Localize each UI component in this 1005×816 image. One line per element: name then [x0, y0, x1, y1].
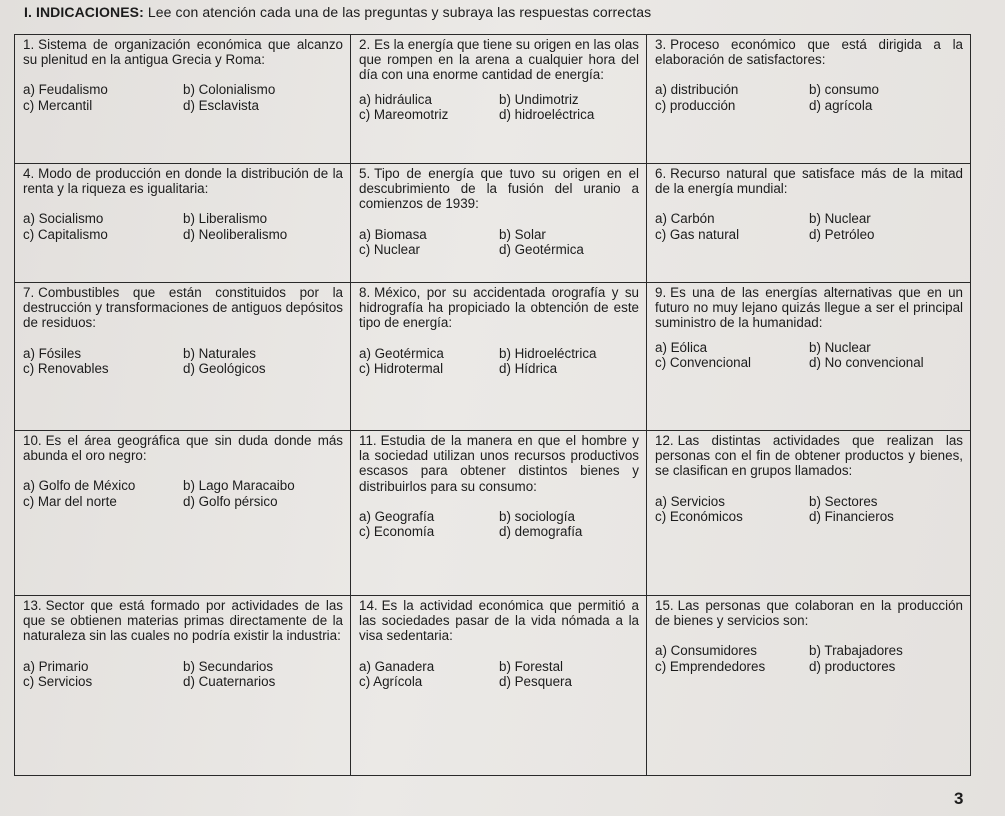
question-11-option-c[interactable]: c) Economía [359, 524, 435, 540]
question-7-option-b[interactable]: b) Naturales [183, 345, 256, 361]
question-6-text: 6. Recurso natural que satisface más de la mitad de la energía mundial: [655, 166, 963, 197]
question-2-option-a[interactable]: a) hidráulica [359, 91, 432, 107]
question-15-option-a[interactable]: a) Consumidores [655, 643, 757, 659]
instructions-label: I. INDICACIONES: [24, 4, 144, 20]
question-4-option-d[interactable]: d) Neoliberalismo [183, 226, 288, 242]
question-7 [15, 283, 351, 431]
question-12-option-d[interactable]: d) Financieros [809, 508, 894, 524]
question-4-text: 4. Modo de producción en donde la distribución de la renta y la riqueza es igualitaria: [23, 166, 343, 197]
question-9-option-b[interactable]: b) Nuclear [809, 339, 871, 355]
question-2 [351, 35, 647, 164]
questions-row-4 [15, 431, 971, 596]
question-8-options [359, 346, 639, 376]
question-4-option-c[interactable]: c) Capitalismo [23, 226, 108, 242]
question-5-option-d[interactable]: d) Geotérmica [499, 241, 584, 257]
question-9-options [655, 340, 963, 370]
questions-table [14, 34, 971, 776]
question-9-option-a[interactable]: a) Eólica [655, 339, 708, 355]
question-10-text: 10. Es el área geográfica que sin duda donde más abunda el oro negro: [23, 433, 343, 464]
question-1-option-b[interactable]: b) Colonialismo [183, 82, 276, 98]
question-13-option-c[interactable]: c) Servicios [23, 673, 93, 689]
question-11-option-b[interactable]: b) sociología [499, 508, 575, 524]
question-5-option-b[interactable]: b) Solar [499, 226, 546, 242]
question-2-option-b[interactable]: b) Undimotriz [499, 91, 579, 107]
question-15 [647, 596, 971, 776]
question-4-options [23, 211, 343, 241]
question-13-options [23, 659, 343, 689]
question-14-text: 14. Es la actividad económica que permitió a las sociedades pasar de la vida nómada a la visa sedentaria: [359, 598, 639, 644]
question-11-text: 11. Estudia de la manera en que el hombre y la sociedad utilizan unos recursos productivos escasos para obtener distintos bienes y distribuirlos para su consumo: [359, 433, 639, 494]
question-2-text: 2. Es la energía que tiene su origen en las olas que rompen en la arena a cualquier hora del día con una enorme cantidad de energía: [359, 37, 639, 83]
question-1 [15, 35, 351, 164]
question-8-option-a[interactable]: a) Geotérmica [359, 345, 444, 361]
instructions [24, 4, 651, 20]
question-5-options [359, 227, 639, 257]
question-7-option-c[interactable]: c) Renovables [23, 360, 109, 376]
questions-row-2 [15, 164, 971, 283]
question-13-option-d[interactable]: d) Cuaternarios [183, 673, 276, 689]
question-10-options [23, 478, 343, 508]
question-10 [15, 431, 351, 596]
question-1-option-a[interactable]: a) Feudalismo [23, 82, 108, 98]
question-6-option-d[interactable]: d) Petróleo [809, 226, 875, 242]
question-11 [351, 431, 647, 596]
question-8-option-b[interactable]: b) Hidroeléctrica [499, 345, 597, 361]
question-3 [647, 35, 971, 164]
question-3-option-b[interactable]: b) consumo [809, 82, 879, 98]
question-3-text: 3. Proceso económico que está dirigida a la elaboración de satisfactores: [655, 37, 963, 68]
question-5-option-a[interactable]: a) Biomasa [359, 226, 427, 242]
question-2-options [359, 92, 639, 122]
question-13 [15, 596, 351, 776]
question-1-option-d[interactable]: d) Esclavista [183, 97, 259, 113]
instructions-text: Lee con atención cada una de las preguntas y subraya las respuestas correctas [143, 4, 652, 20]
question-12-option-b[interactable]: b) Sectores [809, 493, 878, 509]
question-3-option-d[interactable]: d) agrícola [809, 97, 873, 113]
question-5-option-c[interactable]: c) Nuclear [359, 241, 421, 257]
question-4-option-a[interactable]: a) Socialismo [23, 211, 104, 227]
question-3-option-a[interactable]: a) distribución [655, 82, 739, 98]
question-1-option-c[interactable]: c) Mercantil [23, 97, 93, 113]
question-6-option-b[interactable]: b) Nuclear [809, 211, 871, 227]
question-13-text: 13. Sector que está formado por actividades de las que se obtienen materias primas directamente de la naturaleza sin las cuales no podría existir la industria: [23, 598, 343, 644]
question-14-options [359, 659, 639, 689]
question-14-option-c[interactable]: c) Agrícola [359, 673, 423, 689]
questions-row-5 [15, 596, 971, 776]
question-8 [351, 283, 647, 431]
question-7-options [23, 346, 343, 376]
question-8-text: 8. México, por su accidentada orografía y su hidrografía ha propiciado la obtención de este tipo de energía: [359, 285, 639, 331]
question-2-option-c[interactable]: c) Mareomotriz [359, 106, 449, 122]
question-7-option-d[interactable]: d) Geológicos [183, 360, 266, 376]
question-12 [647, 431, 971, 596]
question-4 [15, 164, 351, 283]
question-15-options [655, 643, 963, 673]
question-3-options [655, 82, 963, 112]
question-10-option-c[interactable]: c) Mar del norte [23, 493, 117, 509]
question-10-option-d[interactable]: d) Golfo pérsico [183, 493, 278, 509]
question-15-option-d[interactable]: d) productores [809, 658, 896, 674]
page-number: 3 [954, 789, 964, 808]
question-10-option-a[interactable]: a) Golfo de México [23, 478, 136, 494]
question-6-option-a[interactable]: a) Carbón [655, 211, 715, 227]
question-11-options [359, 509, 639, 539]
question-14-option-b[interactable]: b) Forestal [499, 658, 563, 674]
question-14 [351, 596, 647, 776]
question-3-option-c[interactable]: c) producción [655, 97, 736, 113]
question-15-text: 15. Las personas que colaboran en la producción de bienes y servicios son: [655, 598, 963, 629]
question-9 [647, 283, 971, 431]
question-6 [647, 164, 971, 283]
question-7-option-a[interactable]: a) Fósiles [23, 345, 82, 361]
question-12-text: 12. Las distintas actividades que realizan las personas con el fin de obtener productos y bienes, se clasifican en grupos llamados: [655, 433, 963, 479]
question-5 [351, 164, 647, 283]
question-14-option-a[interactable]: a) Ganadera [359, 658, 435, 674]
question-6-option-c[interactable]: c) Gas natural [655, 226, 740, 242]
question-1-options [23, 82, 343, 112]
question-5-text: 5. Tipo de energía que tuvo su origen en el descubrimiento de la fusión del uranio a comienzos de 1939: [359, 166, 639, 212]
question-9-option-d[interactable]: d) No convencional [809, 354, 924, 370]
question-12-option-a[interactable]: a) Servicios [655, 493, 725, 509]
question-7-text: 7. Combustibles que están constituidos por la destrucción y transformaciones de antiguos depósitos de residuos: [23, 285, 343, 331]
question-8-option-c[interactable]: c) Hidrotermal [359, 360, 444, 376]
question-15-option-b[interactable]: b) Trabajadores [809, 643, 903, 659]
question-2-option-d[interactable]: d) hidroeléctrica [499, 106, 595, 122]
questions-row-1 [15, 35, 971, 164]
question-12-options [655, 494, 963, 524]
questions-row-3 [15, 283, 971, 431]
question-8-option-d[interactable]: d) Hídrica [499, 360, 558, 376]
question-1-text: 1. Sistema de organización económica que alcanzo su plenitud en la antigua Grecia y Roma: [23, 37, 343, 68]
question-9-text: 9. Es una de las energías alternativas que en un futuro no muy lejano quizás llegue a ser el principal suministro de la humanidad: [655, 285, 963, 331]
question-10-option-b[interactable]: b) Lago Maracaibo [183, 478, 295, 494]
question-4-option-b[interactable]: b) Liberalismo [183, 211, 268, 227]
question-13-option-a[interactable]: a) Primario [23, 658, 89, 674]
question-6-options [655, 211, 963, 241]
question-11-option-d[interactable]: d) demografía [499, 524, 583, 540]
question-14-option-d[interactable]: d) Pesquera [499, 673, 572, 689]
question-15-option-c[interactable]: c) Emprendedores [655, 658, 766, 674]
question-12-option-c[interactable]: c) Económicos [655, 508, 743, 524]
question-9-option-c[interactable]: c) Convencional [655, 354, 752, 370]
question-13-option-b[interactable]: b) Secundarios [183, 658, 274, 674]
question-11-option-a[interactable]: a) Geografía [359, 508, 435, 524]
